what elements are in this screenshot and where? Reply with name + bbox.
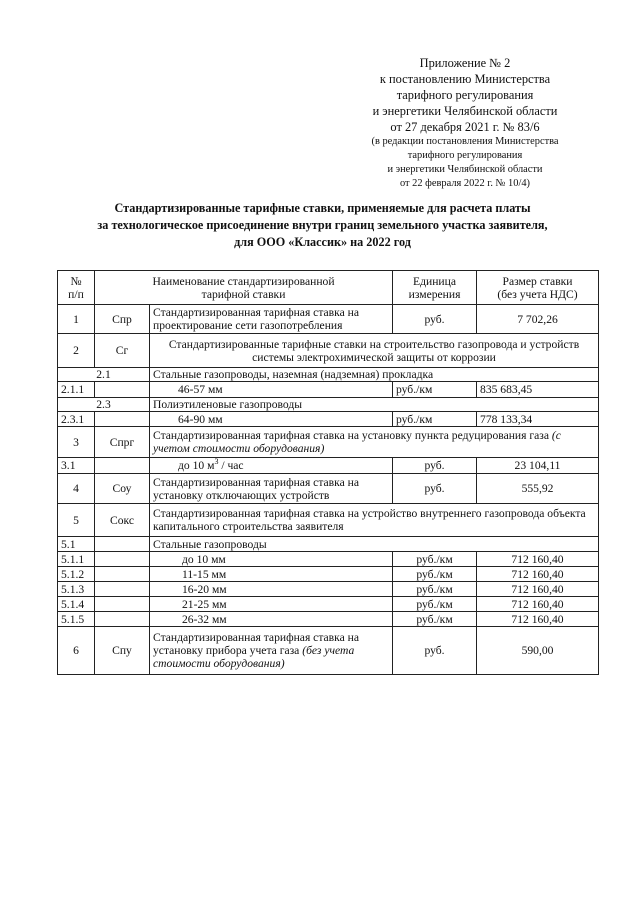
row-name-main: Стандартизированная тарифная ставка на установку пункта редуцирования газа bbox=[153, 429, 552, 442]
table-row bbox=[58, 382, 599, 398]
table-row bbox=[58, 582, 599, 597]
row-name-note: (без учета стоимости оборудования) bbox=[153, 644, 355, 670]
row-unit: руб./км bbox=[393, 597, 477, 612]
title-line: для ООО «Классик» на 2022 год bbox=[234, 235, 411, 249]
row-rate: 23 104,11 bbox=[477, 458, 599, 474]
document-title bbox=[60, 200, 585, 251]
row-number: 5.1.1 bbox=[58, 552, 95, 567]
per-hour-text: / час bbox=[218, 459, 244, 472]
superscript-3: 3 bbox=[214, 457, 219, 467]
appendix-line: тарифного регулирования bbox=[396, 88, 534, 102]
row-code bbox=[95, 382, 150, 398]
row-code: Спрг bbox=[95, 427, 150, 458]
table-row bbox=[58, 567, 599, 582]
row-name: Стальные газопроводы, наземная (надземная) прокладка bbox=[150, 368, 599, 382]
row-name: 16-20 мм bbox=[150, 582, 393, 597]
row-number: 6 bbox=[58, 627, 95, 675]
row-number: 5.1.2 bbox=[58, 567, 95, 582]
row-rate: 712 160,40 bbox=[477, 567, 599, 582]
row-name bbox=[150, 458, 393, 474]
table-row bbox=[58, 537, 599, 552]
row-code bbox=[95, 582, 150, 597]
row-name: Полиэтиленовые газопроводы bbox=[150, 398, 599, 412]
row-rate: 712 160,40 bbox=[477, 597, 599, 612]
table-row bbox=[58, 368, 599, 382]
row-rate: 712 160,40 bbox=[477, 552, 599, 567]
row-name: 64-90 мм bbox=[150, 412, 393, 427]
table-row bbox=[58, 612, 599, 627]
table-row bbox=[58, 412, 599, 427]
title-line: Стандартизированные тарифные ставки, применяемые для расчета платы bbox=[114, 201, 531, 215]
appendix-line: Приложение № 2 bbox=[419, 56, 511, 70]
row-unit: руб. bbox=[393, 305, 477, 334]
row-code bbox=[95, 552, 150, 567]
appendix-line: от 27 декабря 2021 г. № 83/6 bbox=[390, 120, 540, 134]
row-unit: руб. bbox=[393, 458, 477, 474]
row-name-note: (с учетом стоимости оборудования) bbox=[153, 429, 561, 455]
table-row bbox=[58, 627, 599, 675]
row-rate: 712 160,40 bbox=[477, 582, 599, 597]
row-unit: руб. bbox=[393, 474, 477, 504]
row-name: 21-25 мм bbox=[150, 597, 393, 612]
row-name: Стандартизированная тарифная ставка на проектирование сети газопотребления bbox=[150, 305, 393, 334]
row-number: 3.1 bbox=[58, 458, 95, 474]
row-name: 11-15 мм bbox=[150, 567, 393, 582]
table-row bbox=[58, 398, 599, 412]
row-name: 26-32 мм bbox=[150, 612, 393, 627]
header-unit: Единица измерения bbox=[393, 271, 477, 305]
header-number: № п/п bbox=[58, 271, 95, 305]
row-unit: руб./км bbox=[393, 612, 477, 627]
row-code bbox=[95, 612, 150, 627]
table-row bbox=[58, 334, 599, 368]
row-code: Сг bbox=[95, 334, 150, 368]
appendix-line: к постановлению Министерства bbox=[379, 72, 551, 86]
row-code: Сокс bbox=[95, 504, 150, 537]
row-code: Соу bbox=[95, 474, 150, 504]
tariff-table bbox=[57, 270, 599, 675]
row-number: 5.1.4 bbox=[58, 597, 95, 612]
table-row bbox=[58, 552, 599, 567]
row-unit: руб./км bbox=[393, 552, 477, 567]
header-name: Наименование стандартизированной тарифной ставки bbox=[95, 271, 393, 305]
row-code: Спр bbox=[95, 305, 150, 334]
row-code bbox=[95, 537, 150, 552]
table-row bbox=[58, 474, 599, 504]
table-row bbox=[58, 305, 599, 334]
row-number: 5 bbox=[58, 504, 95, 537]
edition-note: от 22 февраля 2022 г. № 10/4) bbox=[399, 178, 530, 189]
row-unit: руб./км bbox=[393, 582, 477, 597]
header-rate: Размер ставки (без учета НДС) bbox=[477, 271, 599, 305]
row-unit: руб./км bbox=[393, 412, 477, 427]
row-rate: 555,92 bbox=[477, 474, 599, 504]
table-row bbox=[58, 597, 599, 612]
row-name: Стандартизированная тарифная ставка на устройство внутреннего газопровода объекта капитального строительства заявителя bbox=[150, 504, 599, 537]
row-number: 5.1.3 bbox=[58, 582, 95, 597]
row-number: 1 bbox=[58, 305, 95, 334]
row-number: 2 bbox=[58, 334, 95, 368]
row-name: Стандартизированная тарифная ставка на установку отключающих устройств bbox=[150, 474, 393, 504]
row-rate: 7 702,26 bbox=[477, 305, 599, 334]
edition-note: и энергетики Челябинской области bbox=[387, 164, 543, 175]
row-number: 2.1 bbox=[58, 368, 150, 382]
edition-note: тарифного регулирования bbox=[407, 150, 523, 161]
row-rate: 590,00 bbox=[477, 627, 599, 675]
row-name: до 10 мм bbox=[150, 552, 393, 567]
volume-text: до 10 м bbox=[178, 459, 215, 472]
appendix-line: и энергетики Челябинской области bbox=[372, 104, 558, 118]
row-code bbox=[95, 567, 150, 582]
row-name-main: Стандартизированная тарифная ставка на установку прибора учета газа bbox=[153, 631, 360, 657]
row-name bbox=[150, 627, 393, 675]
row-unit: руб./км bbox=[393, 567, 477, 582]
row-code: Спу bbox=[95, 627, 150, 675]
row-number: 2.1.1 bbox=[58, 382, 95, 398]
row-number: 2.3.1 bbox=[58, 412, 95, 427]
row-number: 5.1.5 bbox=[58, 612, 95, 627]
table-row bbox=[58, 427, 599, 458]
row-number: 3 bbox=[58, 427, 95, 458]
row-rate: 835 683,45 bbox=[477, 382, 599, 398]
row-name bbox=[150, 427, 599, 458]
row-name: Стандартизированные тарифные ставки на строительство газопровода и устройств системы электрохимической защиты от коррозии bbox=[150, 334, 599, 368]
row-code bbox=[95, 597, 150, 612]
appendix-block bbox=[330, 55, 600, 191]
row-number: 4 bbox=[58, 474, 95, 504]
table-header-row bbox=[58, 271, 599, 305]
title-line: за технологическое присоединение внутри границ земельного участка заявителя, bbox=[97, 218, 548, 232]
row-number: 2.3 bbox=[58, 398, 150, 412]
row-number: 5.1 bbox=[58, 537, 95, 552]
row-name: 46-57 мм bbox=[150, 382, 393, 398]
row-name: Стальные газопроводы bbox=[150, 537, 599, 552]
row-rate: 778 133,34 bbox=[477, 412, 599, 427]
edition-note: (в редакции постановления Министерства bbox=[371, 136, 559, 147]
table-row bbox=[58, 458, 599, 474]
row-unit: руб./км bbox=[393, 382, 477, 398]
row-code bbox=[95, 412, 150, 427]
row-rate: 712 160,40 bbox=[477, 612, 599, 627]
row-unit: руб. bbox=[393, 627, 477, 675]
row-code bbox=[95, 458, 150, 474]
table-row bbox=[58, 504, 599, 537]
